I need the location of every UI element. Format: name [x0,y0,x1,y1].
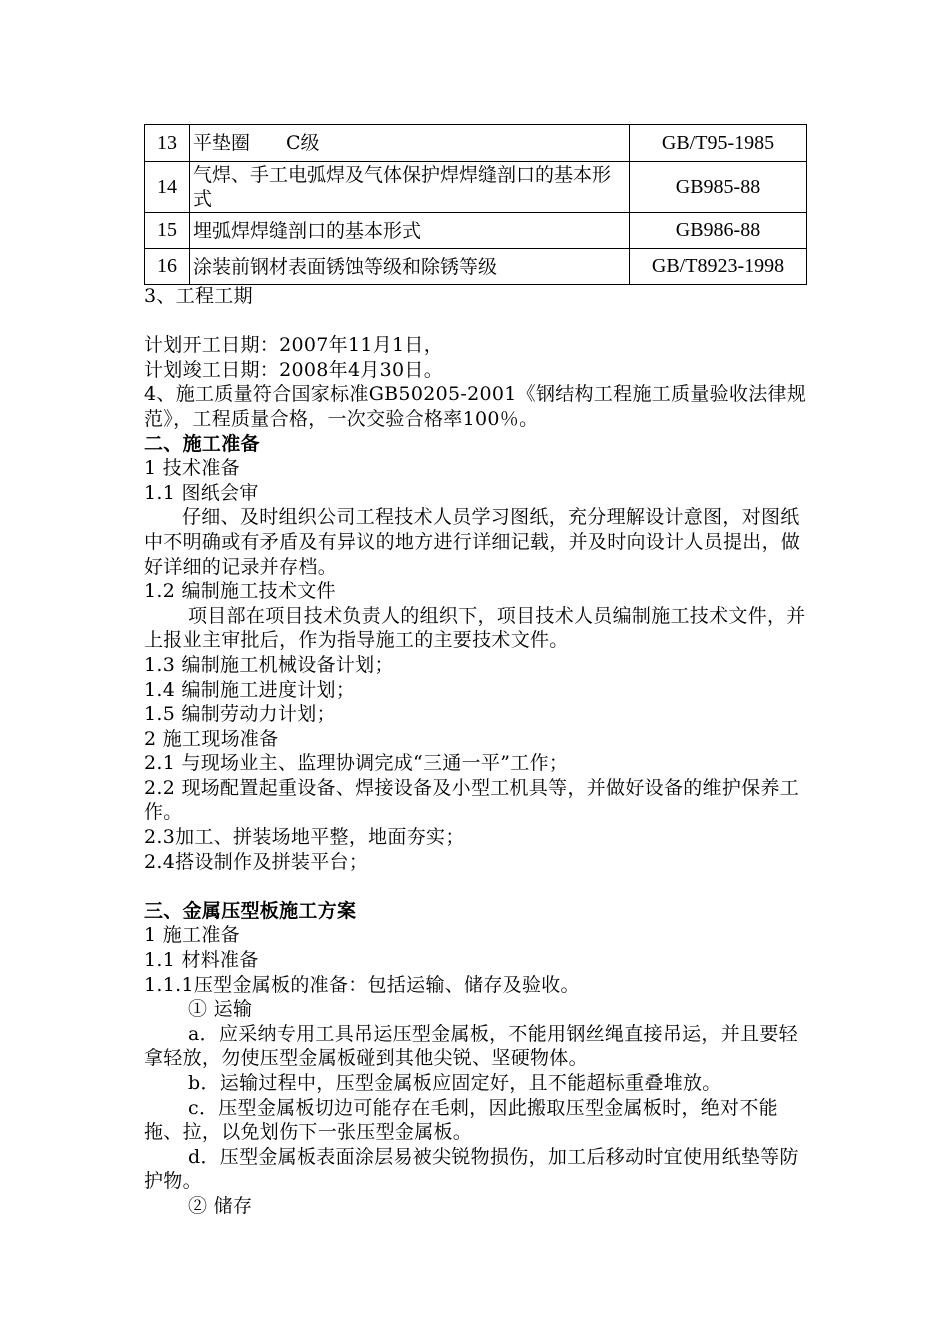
transport-item-d: d．压型金属板表面涂层易被尖锐物损伤，加工后移动时宜使用纸垫等防护物。 [144,1145,799,1193]
heading-construction-preparation: 二、施工准备 [144,432,260,455]
standard-name: 气焊、手工电弧焊及气体保护焊焊缝剖口的基本形式 [190,162,630,213]
subheading-material-preparation: 1.1 材料准备 [144,949,259,972]
drawing-review-text: 仔细、及时组织公司工程技术人员学习图纸，充分理解设计意图，对图纸中不明确或有矛盾及有异议的地方进行详细记载，并及时向设计人员提出，做好详细的记录并存档。 [144,506,801,578]
subheading-site-preparation: 2 施工现场准备 [144,727,279,750]
transport-item-c: c．压型金属板切边可能存在毛刺，因此搬取压型金属板时，绝对不能拖、拉，以免划伤下一张压型金属板。 [144,1096,778,1144]
subheading-transport: ① 运输 [188,998,253,1021]
standard-code: GB986-88 [630,213,807,249]
subheading-storage: ② 储存 [188,1194,253,1217]
standard-name: 埋弧焊焊缝剖口的基本形式 [190,213,630,249]
standard-code: GB/T8923-1998 [630,249,807,285]
table-row [145,213,807,249]
planned-start-date: 计划开工日期：2007年11月1日， [144,334,444,357]
standards-table [144,124,807,285]
planned-end-date: 计划竣工日期：2008年4月30日。 [144,358,444,381]
subheading-construction-preparation: 1 施工准备 [144,924,240,947]
subheading-technical-preparation: 1 技术准备 [144,457,240,480]
table-row [145,125,807,162]
row-number: 16 [145,249,190,285]
item-site-leveling: 2.3加工、拼装场地平整，地面夯实； [144,826,465,849]
blank-line [144,874,810,899]
item-schedule-plan: 1.4 编制施工进度计划； [144,678,356,701]
subheading-technical-documents: 1.2 编制施工技术文件 [144,580,336,603]
standard-code: GB/T95-1985 [630,125,807,162]
subheading-drawing-review: 1.1 图纸会审 [144,481,259,504]
quality-requirement: 4、施工质量符合国家标准GB50205-2001《钢结构工程施工质量验收法律规范》，工程质量合格，一次交验合格率100％。 [144,383,807,430]
table-row [145,162,807,213]
item-equipment-plan: 1.3 编制施工机械设备计划； [144,653,394,676]
heading-metal-deck-plan: 三、金属压型板施工方案 [144,899,357,922]
item-assembly-platform: 2.4搭设制作及拼装平台； [144,850,369,873]
item-site-coordination: 2.1 与现场业主、监理协调完成“三通一平”工作； [144,752,569,775]
item-site-equipment: 2.2 现场配置起重设备、焊接设备及小型工机具等，并做好设备的维护保养工作。 [144,776,800,824]
standard-grade: C级 [286,132,320,154]
item-deck-preparation: 1.1.1压型金属板的准备：包括运输、储存及验收。 [144,973,580,996]
standard-name [190,125,630,162]
row-number: 15 [145,213,190,249]
row-number: 14 [145,162,190,213]
row-number: 13 [145,125,190,162]
standard-code: GB985-88 [630,162,807,213]
technical-documents-text: 项目部在项目技术负责人的组织下，项目技术人员编制施工技术文件，并上报业主审批后，作为指导施工的主要技术文件。 [144,604,806,652]
standard-name: 涂装前钢材表面锈蚀等级和除锈等级 [190,249,630,285]
standard-name-text: 平垫圈 [193,132,251,154]
table-row [145,249,807,285]
section-3-title: 3、工程工期 [144,285,253,307]
transport-item-b: b．运输过程中，压型金属板应固定好，且不能超标重叠堆放。 [188,1072,722,1094]
transport-item-a: a．应采纳专用工具吊运压型金属板，不能用钢丝绳直接吊运，并且要轻拿轻放，勿使压型金属板碰到其他尖锐、坚硬物体。 [144,1022,798,1070]
blank-line [144,309,810,334]
item-labor-plan: 1.5 编制劳动力计划； [144,703,336,726]
document-body [144,284,810,1219]
